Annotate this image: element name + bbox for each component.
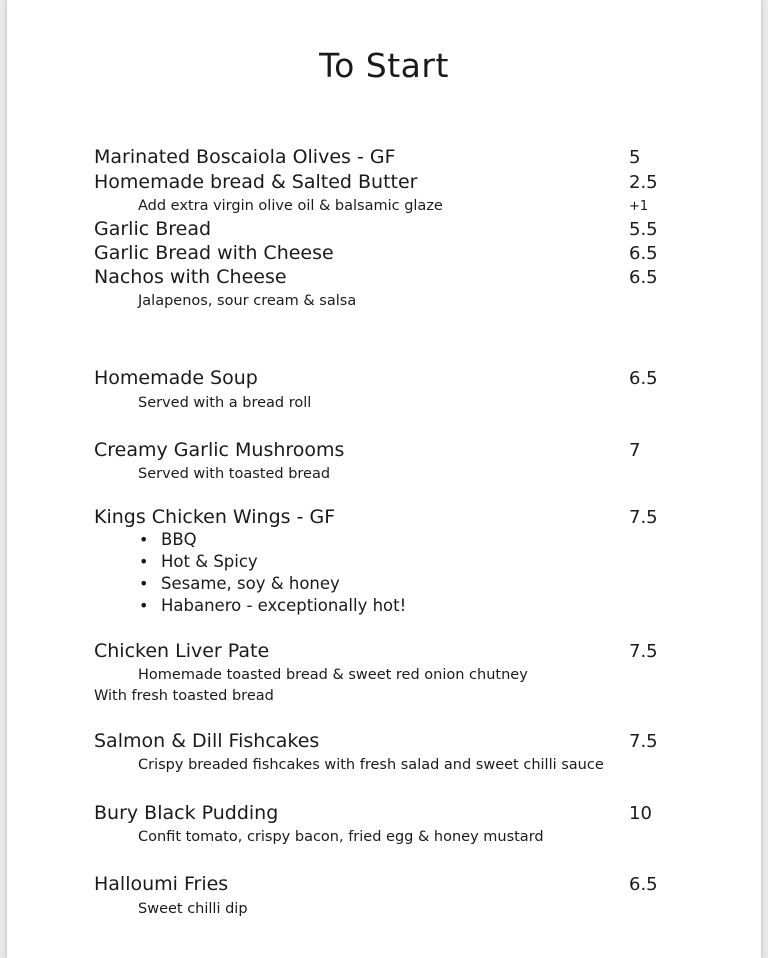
wing-option: • Hot & Spicy — [161, 552, 258, 571]
wing-option: • Sesame, soy & honey — [161, 574, 340, 593]
menu-item-price: 7 — [629, 440, 641, 461]
menu-item-note: Jalapenos, sour cream & salsa — [138, 293, 357, 309]
menu-page — [7, 0, 761, 958]
menu-item-price: 7.5 — [629, 507, 658, 528]
menu-item-note: Sweet chilli dip — [138, 901, 248, 917]
menu-item-name: Bury Black Pudding — [94, 802, 279, 824]
wing-option: • BBQ — [161, 530, 197, 549]
menu-item-name: Homemade bread & Salted Butter — [94, 171, 418, 193]
menu-item-price: 5.5 — [629, 219, 658, 240]
menu-item-price: 7.5 — [629, 731, 658, 752]
menu-item-price: 6.5 — [629, 267, 658, 288]
menu-item-name: Salmon & Dill Fishcakes — [94, 730, 320, 752]
menu-item-name: Chicken Liver Pate — [94, 640, 270, 662]
menu-item-price: 6.5 — [629, 243, 658, 264]
menu-item-name: Homemade Soup — [94, 367, 258, 389]
menu-item-note: Homemade toasted bread & sweet red onion chutney — [138, 667, 528, 683]
menu-item-name: Kings Chicken Wings - GF — [94, 506, 336, 528]
menu-title: To Start — [319, 46, 449, 85]
menu-item-name: Marinated Boscaiola Olives - GF — [94, 146, 396, 168]
menu-item-price: 6.5 — [629, 874, 658, 895]
menu-item-price: 2.5 — [629, 172, 658, 193]
menu-item-price: 6.5 — [629, 368, 658, 389]
menu-item-price: 5 — [629, 147, 641, 168]
wing-option: • Habanero - exceptionally hot! — [161, 596, 406, 615]
menu-item-note: Served with toasted bread — [138, 466, 331, 482]
menu-item-price: +1 — [629, 199, 649, 214]
menu-item-note: Add extra virgin olive oil & balsamic glaze — [138, 198, 443, 214]
menu-item-note: With fresh toasted bread — [94, 688, 274, 704]
menu-item-name: Halloumi Fries — [94, 873, 229, 895]
menu-item-note: Crispy breaded fishcakes with fresh salad and sweet chilli sauce — [138, 757, 604, 773]
menu-item-note: Confit tomato, crispy bacon, fried egg & honey mustard — [138, 829, 544, 845]
menu-item-price: 10 — [629, 803, 652, 824]
menu-item-name: Garlic Bread — [94, 218, 212, 240]
menu-item-note: Served with a bread roll — [138, 395, 312, 411]
menu-item-name: Nachos with Cheese — [94, 266, 287, 288]
menu-item-price: 7.5 — [629, 641, 658, 662]
menu-item-name: Garlic Bread with Cheese — [94, 242, 334, 264]
menu-item-name: Creamy Garlic Mushrooms — [94, 439, 345, 461]
